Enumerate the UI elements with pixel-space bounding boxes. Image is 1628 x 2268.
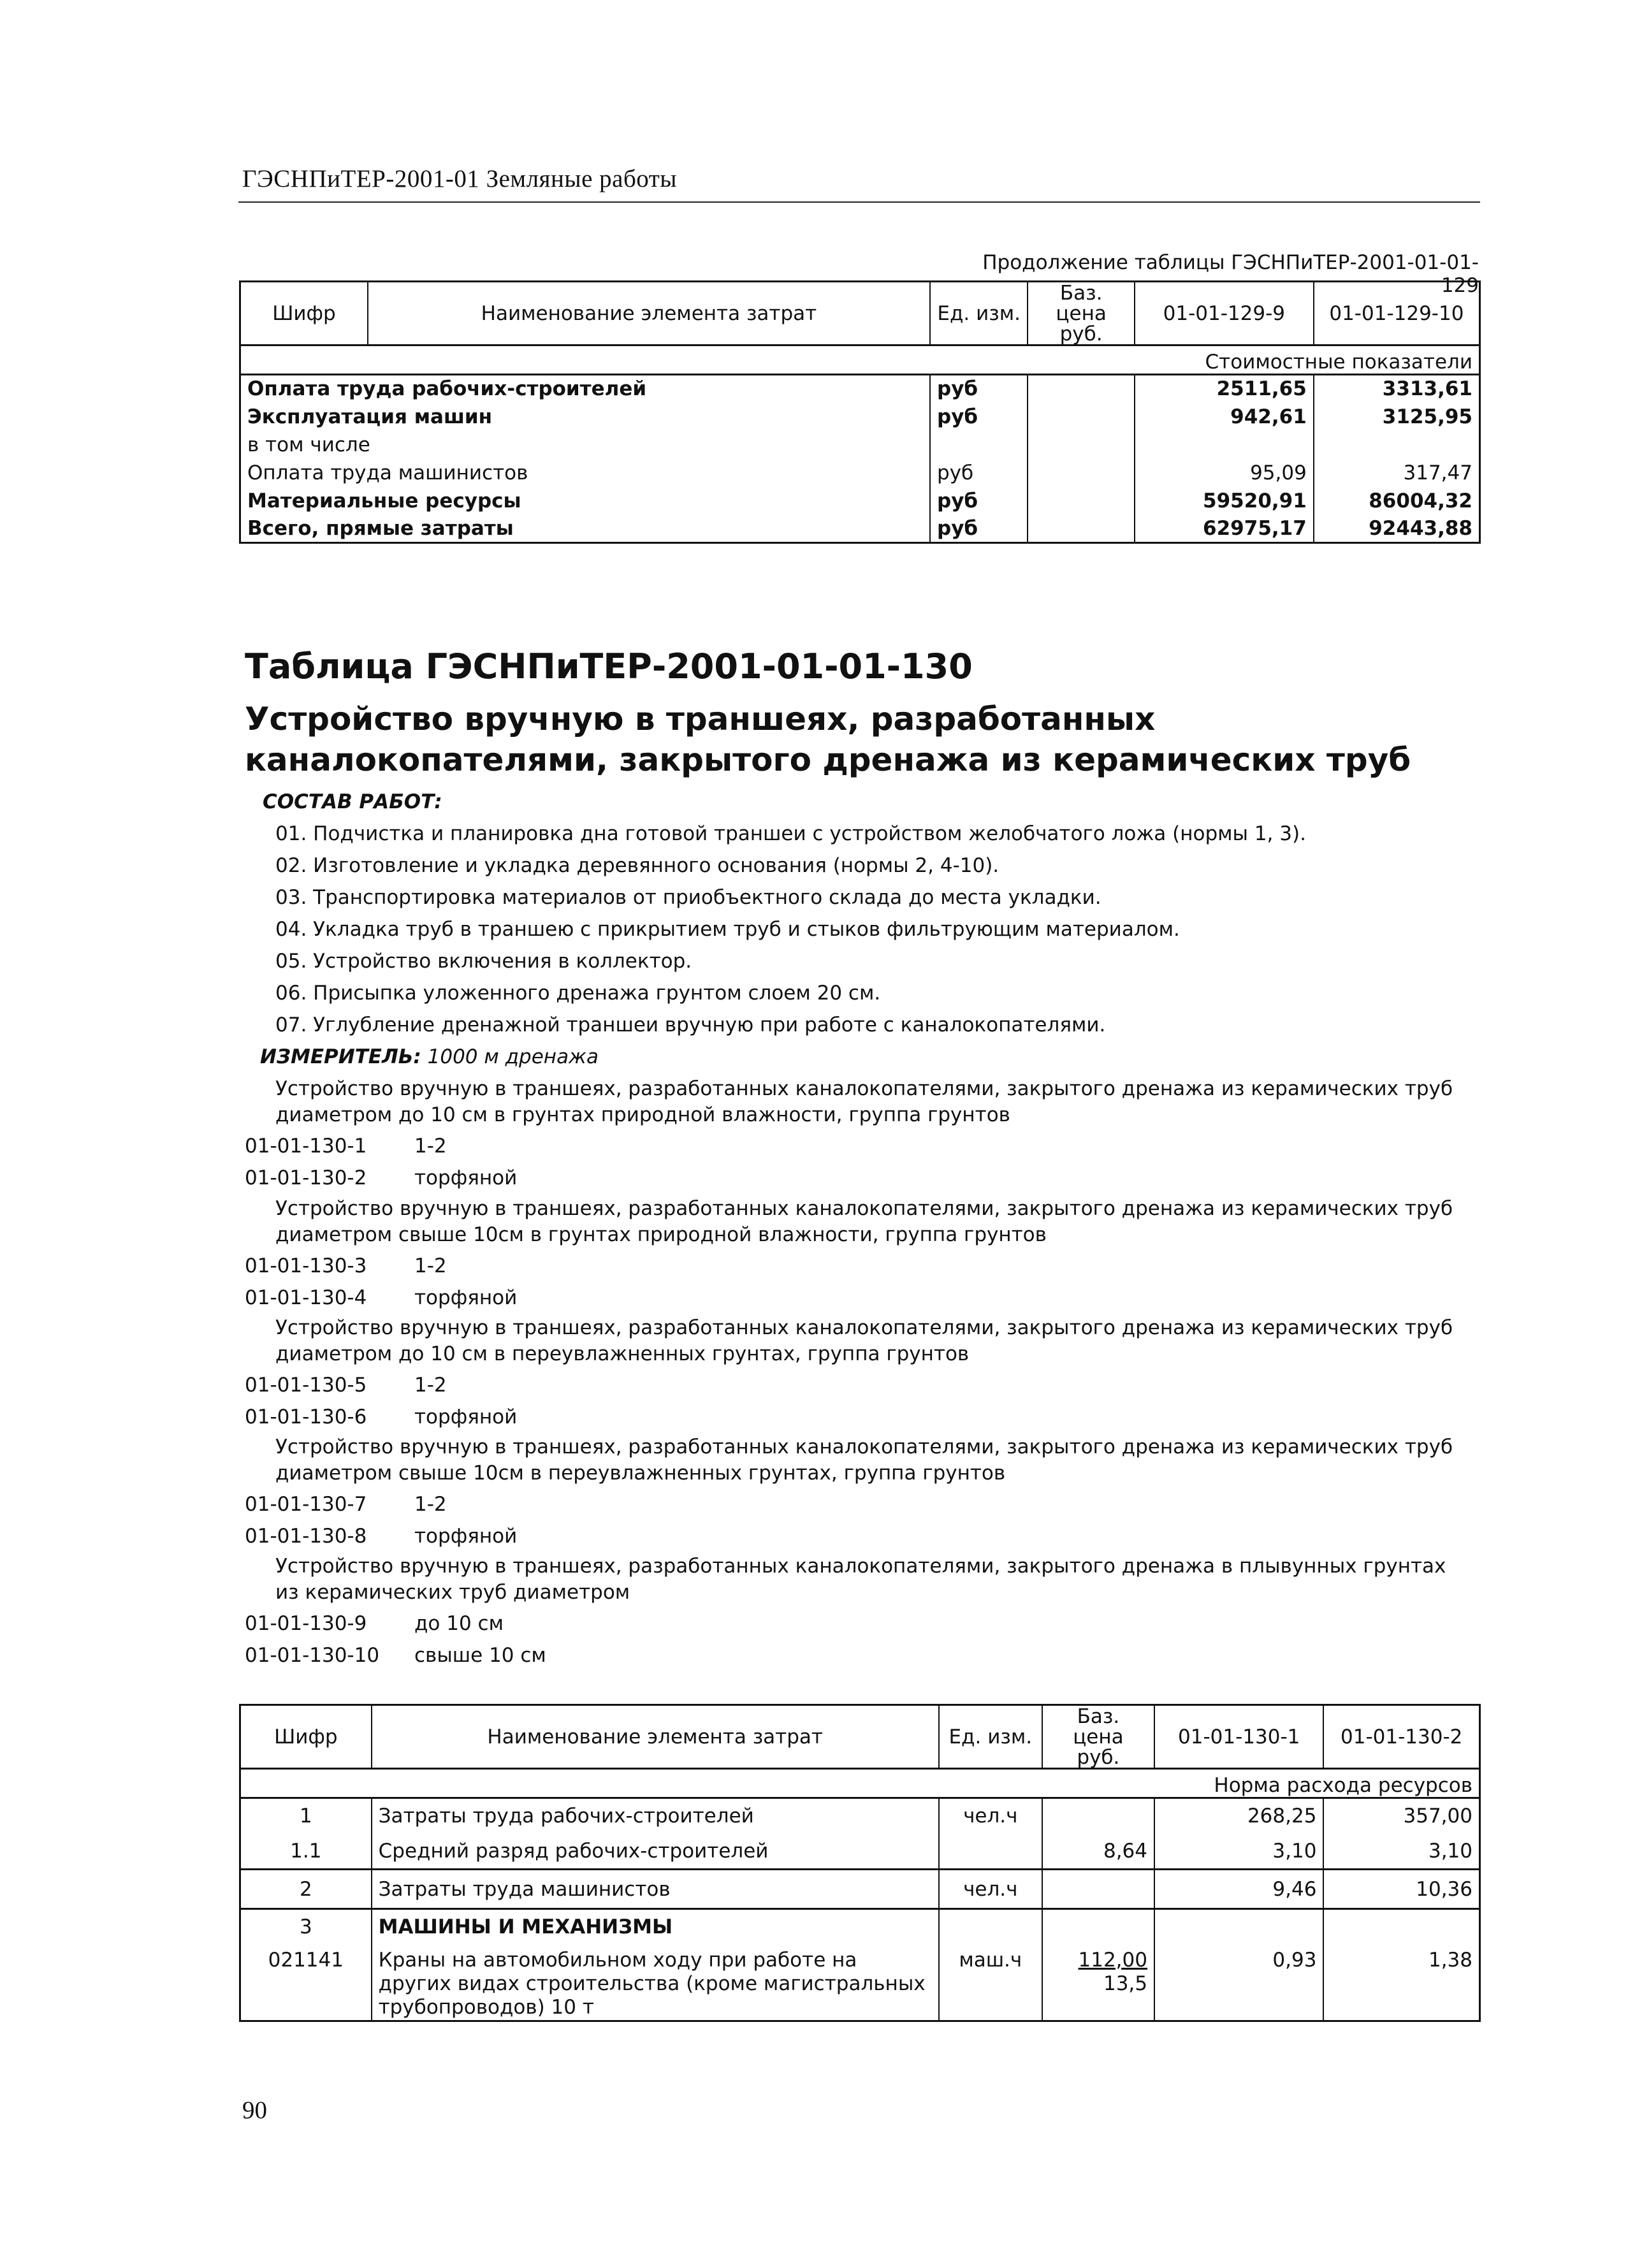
row-name: Всего, прямые затраты: [247, 516, 514, 540]
row-unit: руб: [930, 487, 1028, 515]
work-item: 04. Укладка труб в траншею с прикрытием труб и стыков фильтрующим материалом.: [275, 918, 1180, 941]
table-row: [240, 1870, 1480, 1909]
row-value-b: [1314, 431, 1480, 459]
table-header-row: [240, 1705, 1480, 1769]
row-price-secondary: 13,5: [1103, 1972, 1147, 1995]
row-unit: руб: [930, 403, 1028, 431]
work-item: 06. Присыпка уложенного дренажа грунтом слоем 20 см.: [275, 982, 881, 1005]
header-name: Наименование элемента затрат: [368, 282, 930, 345]
header-code: Шифр: [274, 1725, 338, 1748]
row-name: Средний разряд рабочих-строителей: [372, 1834, 939, 1870]
row-name: Затраты труда рабочих-строителей: [372, 1798, 939, 1834]
header-rule: [238, 201, 1480, 203]
row-value-b: 317,47: [1314, 459, 1480, 487]
variant-row: [245, 1254, 447, 1277]
row-name: в том числе: [247, 433, 370, 456]
variant-row: [245, 1286, 517, 1309]
table-row: [240, 1798, 1480, 1834]
variant-description: Устройство вручную в траншеях, разработанных каналокопателями, закрытого дренажа из керамических труб диаметром до 10 см в переувлажненных грунтах, группа грунтов: [275, 1316, 1453, 1365]
subheader: Норма расхода ресурсов: [1214, 1774, 1472, 1797]
work-item: 01. Подчистка и планировка дна готовой траншеи с устройством желобчатого ложа (нормы 1, 3).: [275, 822, 1306, 845]
row-name: МАШИНЫ И МЕХАНИЗМЫ: [372, 1909, 939, 1945]
row-price: [1028, 375, 1134, 403]
row-price: [1042, 1909, 1154, 1945]
meter: [260, 1045, 599, 1068]
row-name: Оплата труда машинистов: [247, 461, 528, 484]
row-price: [1042, 1945, 1154, 2021]
table-row: [240, 1834, 1480, 1870]
row-name: Эксплуатация машин: [247, 405, 493, 428]
row-value-a: 59520,91: [1135, 487, 1314, 515]
header-col-a: 01-01-129-9: [1135, 282, 1314, 345]
variant-description: Устройство вручную в траншеях, разработанных каналокопателями, закрытого дренажа в плывунных грунтах из керамических труб диаметром: [275, 1555, 1446, 1604]
variant-code: 01-01-130-5: [245, 1374, 367, 1397]
table-row: [240, 431, 1480, 459]
row-unit: руб: [930, 459, 1028, 487]
row-unit: [930, 431, 1028, 459]
table-header-row: [240, 282, 1480, 345]
row-name: Затраты труда машинистов: [372, 1870, 939, 1909]
row-price: [1028, 403, 1134, 431]
row-value-a: 95,09: [1135, 459, 1314, 487]
table-row: [240, 375, 1480, 403]
row-code: 1.1: [290, 1839, 322, 1863]
variant-description: Устройство вручную в траншеях, разработанных каналокопателями, закрытого дренажа из керамических труб диаметром свыше 10см в грунтах природной влажности, группа грунтов: [275, 1197, 1453, 1246]
variant-code: 01-01-130-1: [245, 1135, 367, 1158]
page-number: 90: [242, 2097, 267, 2124]
row-value-a: 62975,17: [1135, 515, 1314, 543]
table-row: [240, 1945, 1480, 2021]
table-subheader-row: [240, 345, 1480, 375]
variant-code: 01-01-130-6: [245, 1406, 367, 1428]
header-code: Шифр: [272, 302, 336, 325]
variant-code: 01-01-130-2: [245, 1167, 367, 1189]
row-unit: руб: [930, 375, 1028, 403]
row-value-a: 2511,65: [1135, 375, 1314, 403]
meter-label: ИЗМЕРИТЕЛЬ:: [260, 1045, 421, 1068]
variant-value: торфяной: [414, 1167, 518, 1189]
variant-code: 01-01-130-9: [245, 1612, 367, 1635]
variant-value: 1-2: [414, 1374, 447, 1397]
row-value-a: [1135, 431, 1314, 459]
row-value-b: 357,00: [1323, 1798, 1479, 1834]
row-value-b: 86004,32: [1314, 487, 1480, 515]
row-value-b: 1,38: [1323, 1945, 1479, 2021]
work-item: 05. Устройство включения в коллектор.: [275, 950, 692, 973]
header-base-price: Баз. цена руб.: [1028, 282, 1134, 345]
work-item: 02. Изготовление и укладка деревянного основания (нормы 2, 4-10).: [275, 854, 999, 877]
header-col-b: 01-01-129-10: [1314, 282, 1480, 345]
row-price: [1042, 1798, 1154, 1834]
variant-row: [245, 1374, 447, 1397]
row-value-b: 3125,95: [1314, 403, 1480, 431]
row-value-b: 10,36: [1323, 1870, 1479, 1909]
row-value-a: 0,93: [1154, 1945, 1323, 2021]
row-unit: чел.ч: [939, 1870, 1042, 1909]
row-name: Краны на автомобильном ходу при работе на других видах строительства (кроме магистральных трубопроводов) 10 т: [372, 1945, 939, 2021]
header-unit: Ед. изм.: [939, 1705, 1042, 1769]
meter-value: 1000 м дренажа: [427, 1045, 599, 1068]
table-row: [240, 459, 1480, 487]
row-unit: маш.ч: [939, 1945, 1042, 2021]
row-value-a: 942,61: [1135, 403, 1314, 431]
variant-row: [245, 1612, 504, 1635]
table-row: [240, 1909, 1480, 1945]
variant-value: 1-2: [414, 1493, 447, 1516]
variant-row: [245, 1406, 517, 1428]
work-item: 07. Углубление дренажной траншеи вручную при работе с каналокопателями.: [275, 1014, 1106, 1036]
variant-row: [245, 1525, 517, 1548]
variant-code: 01-01-130-8: [245, 1525, 367, 1548]
variant-code: 01-01-130-7: [245, 1493, 367, 1516]
row-value-a: [1154, 1909, 1323, 1945]
variant-value: торфяной: [414, 1286, 518, 1309]
row-code: 2: [299, 1877, 312, 1901]
row-unit: [939, 1909, 1042, 1945]
variant-description: Устройство вручную в траншеях, разработанных каналокопателями, закрытого дренажа из керамических труб диаметром свыше 10см в переувлажненных грунтах, группа грунтов: [275, 1436, 1453, 1485]
row-value-b: 3,10: [1323, 1834, 1479, 1870]
variant-value: торфяной: [414, 1406, 518, 1428]
row-price: 8,64: [1042, 1834, 1154, 1870]
row-value-b: [1323, 1909, 1479, 1945]
row-value-a: 268,25: [1154, 1798, 1323, 1834]
row-unit: руб: [930, 515, 1028, 543]
table-heading: Таблица ГЭСНПиТЕР-2001-01-01-130: [245, 646, 973, 687]
variant-value: 1-2: [414, 1135, 447, 1158]
running-header: ГЭСНПиТЕР-2001-01 Земляные работы: [242, 165, 678, 193]
row-value-b: 3313,61: [1314, 375, 1480, 403]
variant-value: 1-2: [414, 1254, 447, 1277]
row-code: 021141: [268, 1948, 344, 1972]
row-unit: [939, 1834, 1042, 1870]
row-price-value: 112,00: [1078, 1948, 1147, 1972]
row-price: [1028, 515, 1134, 543]
row-price: [1028, 431, 1134, 459]
row-value-b: 92443,88: [1314, 515, 1480, 543]
cost-indicators-table: [239, 280, 1481, 544]
header-unit: Ед. изм.: [930, 282, 1028, 345]
variant-value: торфяной: [414, 1525, 518, 1548]
variant-value: свыше 10 см: [414, 1644, 546, 1667]
header-base-price: Баз. цена руб.: [1042, 1705, 1154, 1769]
row-price: [1028, 459, 1134, 487]
header-name: Наименование элемента затрат: [372, 1705, 939, 1769]
variant-row: [245, 1167, 517, 1189]
variant-code: 01-01-130-3: [245, 1254, 367, 1277]
table-subheader-row: [240, 1769, 1480, 1798]
variant-value: до 10 см: [414, 1612, 504, 1635]
variant-row: [245, 1135, 447, 1158]
row-code: 3: [299, 1915, 312, 1939]
variant-code: 01-01-130-10: [245, 1644, 380, 1667]
resource-norms-table: [239, 1704, 1481, 2022]
header-col-a: 01-01-130-1: [1154, 1705, 1323, 1769]
row-code: 1: [299, 1805, 312, 1828]
variant-description: Устройство вручную в траншеях, разработанных каналокопателями, закрытого дренажа из керамических труб диаметром до 10 см в грунтах природной влажности, группа грунтов: [275, 1077, 1453, 1126]
variant-code: 01-01-130-4: [245, 1286, 367, 1309]
header-col-b: 01-01-130-2: [1323, 1705, 1479, 1769]
row-value-a: 3,10: [1154, 1834, 1323, 1870]
table-row: [240, 403, 1480, 431]
works-heading: СОСТАВ РАБОТ:: [263, 790, 442, 813]
work-item: 03. Транспортировка материалов от приобъектного склада до места укладки.: [275, 886, 1101, 909]
table-row: [240, 487, 1480, 515]
table-continuation-caption: Продолжение таблицы ГЭСНПиТЕР-2001-01-01-129: [982, 251, 1479, 297]
variant-row: [245, 1644, 546, 1667]
row-price: [1042, 1870, 1154, 1909]
row-unit: чел.ч: [939, 1798, 1042, 1834]
variant-row: [245, 1493, 447, 1516]
table-row: [240, 515, 1480, 543]
row-value-a: 9,46: [1154, 1870, 1323, 1909]
subheader: Стоимостные показатели: [1205, 351, 1472, 374]
row-name: Оплата труда рабочих-строителей: [247, 377, 647, 401]
table-subtitle: Устройство вручную в траншеях, разработанных каналокопателями, закрытого дренажа из керамических труб: [245, 701, 1411, 778]
row-name: Материальные ресурсы: [247, 489, 521, 512]
row-price: [1028, 487, 1134, 515]
